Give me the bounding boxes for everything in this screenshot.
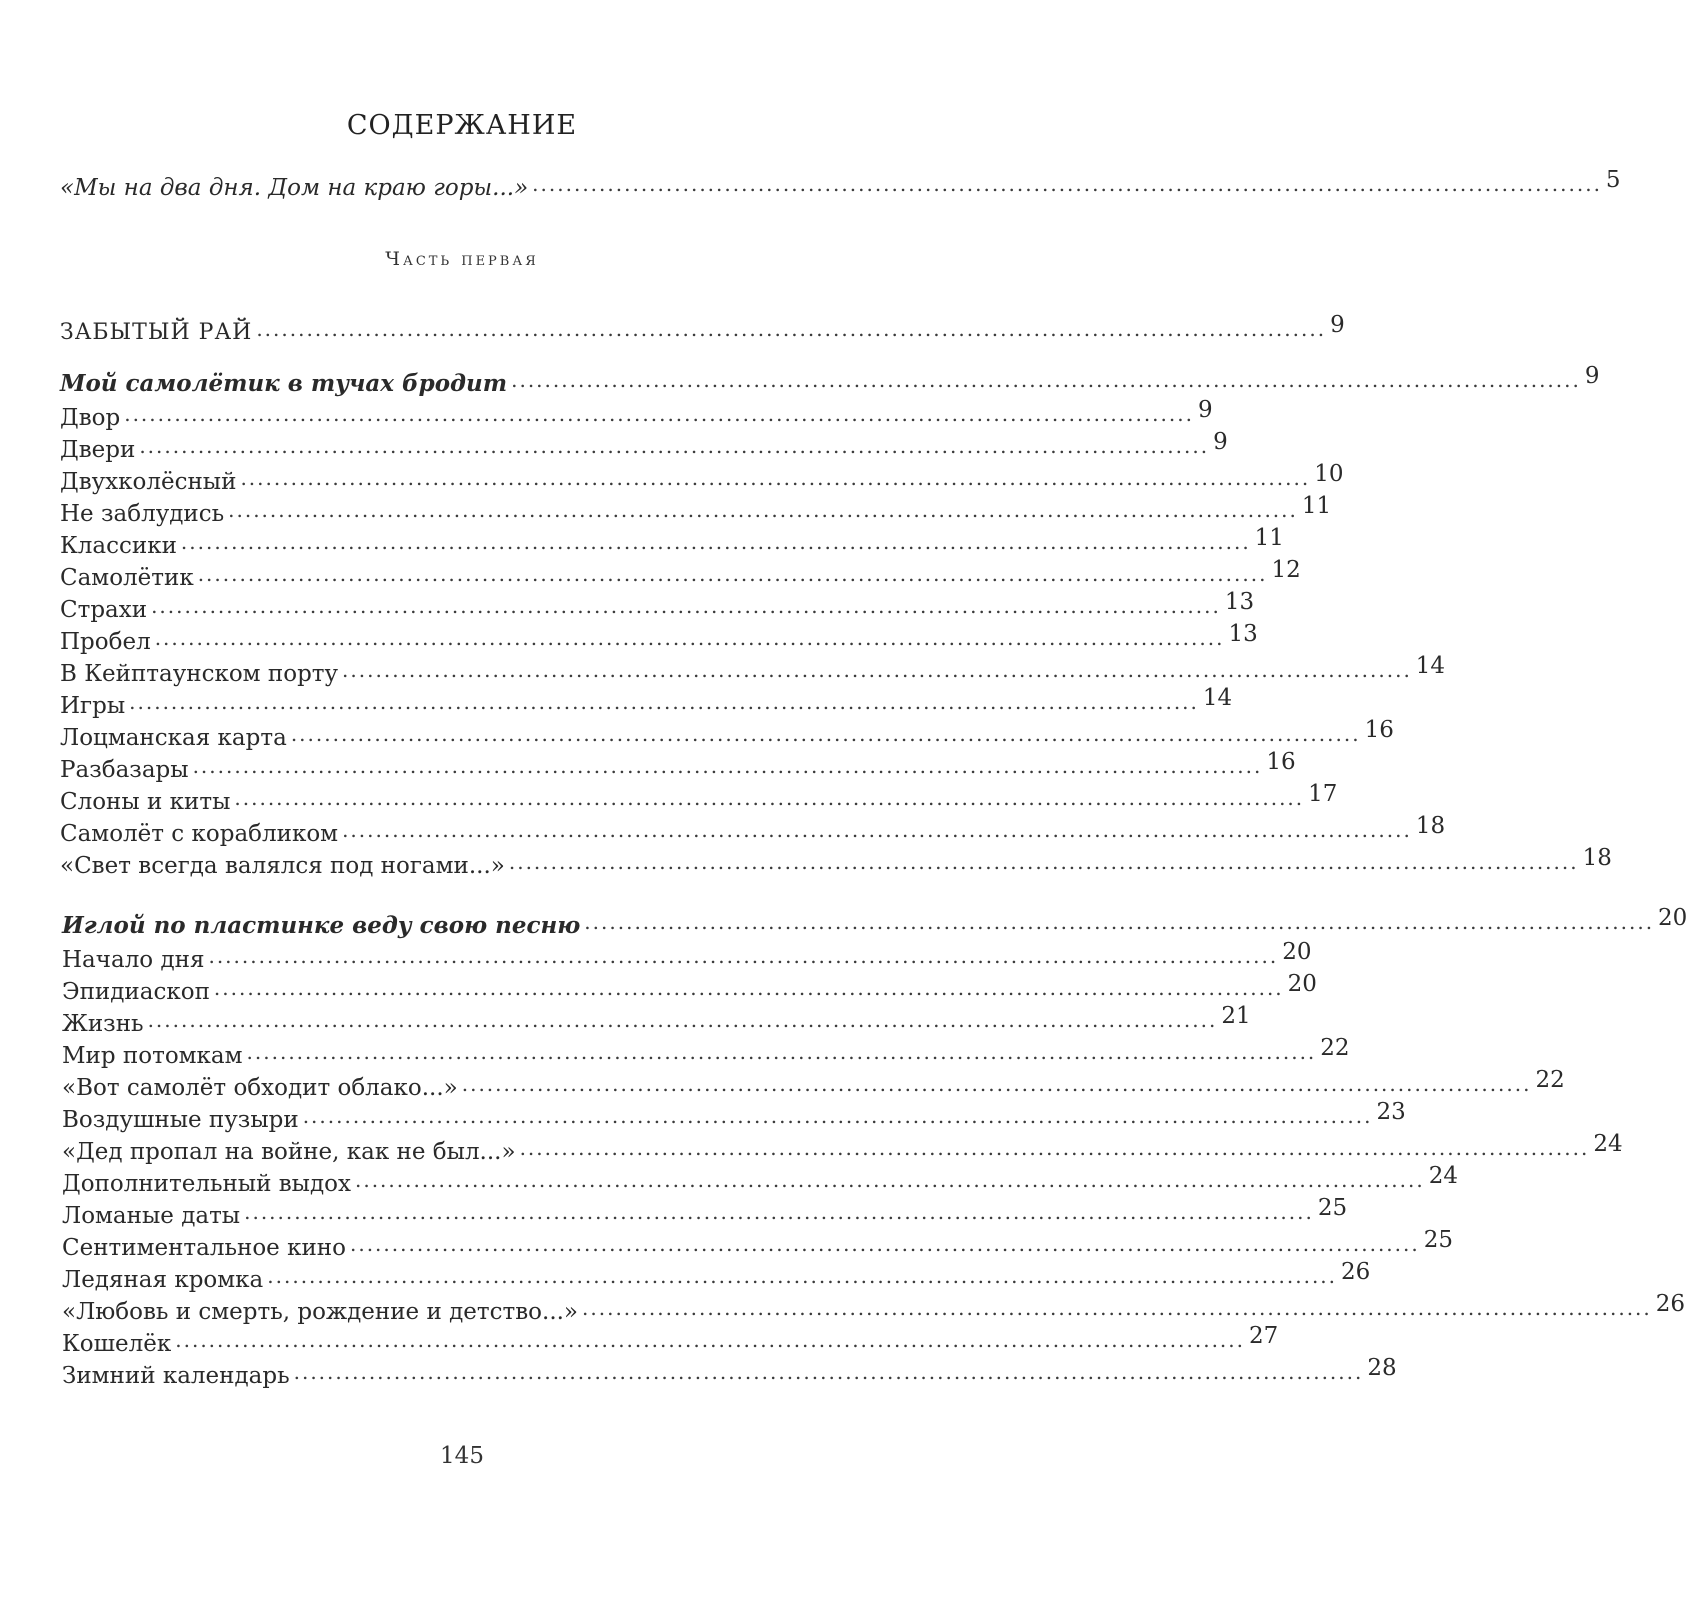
toc-entry-page: 11 bbox=[1254, 525, 1284, 551]
toc-entry-label: Жизнь bbox=[62, 1011, 144, 1037]
toc-entry bbox=[60, 493, 1332, 528]
toc-entry-page: 25 bbox=[1423, 1227, 1454, 1253]
dot-leader: ................................................................................................................................ bbox=[192, 754, 1263, 778]
toc-entry-page: 9 bbox=[1584, 363, 1600, 389]
toc-entry-page: 13 bbox=[1228, 621, 1258, 647]
dot-leader: ................................................................................................................................ bbox=[129, 690, 1199, 714]
toc-entry-label: Классики bbox=[60, 533, 177, 559]
toc-entry-page: 16 bbox=[1364, 717, 1394, 743]
toc-entry-label: «Любовь и смерть, рождение и детство...» bbox=[62, 1299, 579, 1325]
dot-leader: ................................................................................................................................ bbox=[208, 944, 1279, 968]
toc-entry-page: 24 bbox=[1593, 1131, 1623, 1157]
dot-leader: ................................................................................................................................ bbox=[349, 1232, 1420, 1256]
toc-entry-page: 24 bbox=[1428, 1163, 1459, 1189]
dot-leader: ................................................................................................................................ bbox=[151, 594, 1221, 618]
toc-entry-label: Не заблудись bbox=[60, 501, 225, 527]
toc-entry-page: 23 bbox=[1376, 1099, 1406, 1125]
page-number: 145 bbox=[440, 1443, 484, 1469]
toc-entry bbox=[62, 1035, 1350, 1070]
toc-entry bbox=[60, 429, 1228, 464]
toc-entry-label: Начало дня bbox=[62, 947, 205, 973]
toc-entry-label: Кошелёк bbox=[62, 1331, 172, 1357]
toc-entry-label: Ледяная кромка bbox=[62, 1267, 264, 1293]
toc-entry-page: 20 bbox=[1282, 939, 1312, 965]
toc-entry-label: Самолётик bbox=[60, 565, 194, 591]
toc-entry bbox=[60, 717, 1394, 752]
toc-entry-prologue bbox=[60, 167, 1621, 202]
toc-entry-page: 14 bbox=[1202, 685, 1233, 711]
toc-entry-label: Эпидиаскоп bbox=[62, 979, 210, 1005]
toc-entry-label: Зимний календарь bbox=[62, 1363, 290, 1389]
toc-entry bbox=[60, 685, 1233, 720]
toc-entry-page: 16 bbox=[1266, 749, 1296, 775]
toc-entry-label: Воздушные пузыри bbox=[62, 1107, 299, 1133]
toc-entry bbox=[60, 845, 1612, 880]
toc-entry-label: «Дед пропал на войне, как не был...» bbox=[62, 1139, 516, 1165]
dot-leader: ................................................................................................................................ bbox=[461, 1072, 1532, 1096]
toc-entry-page: 25 bbox=[1317, 1195, 1348, 1221]
dot-leader: ................................................................................................................................ bbox=[293, 1360, 1364, 1384]
toc-entry-page: 14 bbox=[1415, 653, 1446, 679]
toc-entry bbox=[62, 1323, 1279, 1358]
toc-entry-label: Самолёт с корабликом bbox=[60, 821, 339, 847]
toc-entry-page: 26 bbox=[1655, 1291, 1686, 1317]
toc-entry bbox=[62, 1195, 1348, 1230]
dot-leader: ................................................................................................................................ bbox=[354, 1168, 1425, 1192]
toc-entry-page: 21 bbox=[1221, 1003, 1251, 1029]
toc-entry-page: 20 bbox=[1658, 905, 1687, 931]
toc-entry bbox=[62, 1291, 1686, 1326]
dot-leader: ................................................................................................................................ bbox=[584, 910, 1655, 934]
toc-entry bbox=[60, 653, 1446, 688]
toc-subsection-samoletik bbox=[60, 363, 1600, 398]
dot-leader: ................................................................................................................................ bbox=[342, 658, 1412, 682]
toc-entry bbox=[62, 1163, 1459, 1198]
toc-entry bbox=[62, 1003, 1251, 1038]
toc-entry-label: Сентиментальное кино bbox=[62, 1235, 346, 1261]
toc-entry bbox=[62, 1131, 1623, 1166]
toc-entry-page: 9 bbox=[1213, 429, 1228, 455]
dot-leader: ................................................................................................................................ bbox=[213, 976, 1284, 1000]
dot-leader: ................................................................................................................................ bbox=[139, 434, 1210, 458]
toc-entry-page: 11 bbox=[1301, 493, 1332, 519]
dot-leader: ................................................................................................................................ bbox=[228, 498, 1298, 522]
dot-leader: ................................................................................................................................ bbox=[519, 1136, 1590, 1160]
dot-leader: ................................................................................................................................ bbox=[256, 317, 1327, 341]
toc-entry-label: ЗАБЫТЫЙ РАЙ bbox=[60, 320, 253, 345]
dot-leader: ................................................................................................................................ bbox=[582, 1296, 1652, 1320]
toc-entry-label: «Свет всегда валялся под ногами...» bbox=[60, 853, 505, 879]
dot-leader: ................................................................................................................................ bbox=[180, 530, 1251, 554]
toc-entry-page: 27 bbox=[1249, 1323, 1279, 1349]
toc-entry-page: 28 bbox=[1367, 1355, 1397, 1381]
dot-leader: ................................................................................................................................ bbox=[511, 368, 1581, 392]
toc-entry-page: 12 bbox=[1271, 557, 1301, 583]
toc-entry-label: Дополнительный выдох bbox=[62, 1171, 351, 1197]
toc-entry-label: Двор bbox=[60, 405, 121, 431]
toc-entry-label: Слоны и киты bbox=[60, 789, 231, 815]
toc-entry bbox=[60, 621, 1258, 656]
toc-entry bbox=[62, 971, 1317, 1006]
toc-entry-label: Лоцманская карта bbox=[60, 725, 287, 751]
toc-entry bbox=[60, 781, 1338, 816]
toc-entry-label: Мир потомкам bbox=[62, 1043, 243, 1069]
dot-leader: ................................................................................................................................ bbox=[302, 1104, 1373, 1128]
toc-section-zabytyi-rai bbox=[60, 312, 1345, 347]
toc-entry bbox=[62, 939, 1312, 974]
toc-entry bbox=[62, 1067, 1565, 1102]
dot-leader: ................................................................................................................................ bbox=[342, 818, 1412, 842]
dot-leader: ................................................................................................................................ bbox=[267, 1264, 1338, 1288]
toc-entry-page: 5 bbox=[1605, 167, 1621, 193]
toc-entry-page: 18 bbox=[1582, 845, 1612, 871]
dot-leader: ................................................................................................................................ bbox=[508, 850, 1579, 874]
toc-entry bbox=[60, 397, 1213, 432]
toc-entry-page: 13 bbox=[1224, 589, 1255, 615]
toc-entry-label: Игры bbox=[60, 693, 126, 719]
toc-entry bbox=[60, 813, 1446, 848]
toc-entry-label: Пробел bbox=[60, 629, 151, 655]
toc-entry-label: Двери bbox=[60, 437, 136, 463]
toc-entry bbox=[62, 1227, 1454, 1262]
page-title: СОДЕРЖАНИЕ bbox=[346, 110, 578, 141]
toc-entry-label: Мой самолётик в тучах бродит bbox=[60, 370, 508, 397]
dot-leader: ................................................................................................................................ bbox=[246, 1040, 1317, 1064]
toc-entry bbox=[60, 589, 1255, 624]
toc-entry-page: 10 bbox=[1314, 461, 1344, 487]
toc-entry bbox=[60, 749, 1296, 784]
dot-leader: ................................................................................................................................ bbox=[154, 626, 1225, 650]
dot-leader: ................................................................................................................................ bbox=[532, 172, 1602, 196]
toc-entry-label: Разбазары bbox=[60, 757, 189, 783]
toc-entry-page: 26 bbox=[1341, 1259, 1371, 1285]
toc-entry-label: Ломаные даты bbox=[62, 1203, 241, 1229]
toc-entry-page: 22 bbox=[1535, 1067, 1565, 1093]
toc-entry-label: В Кейптаунском порту bbox=[60, 661, 339, 687]
toc-entry bbox=[62, 1259, 1371, 1294]
dot-leader: ................................................................................................................................ bbox=[175, 1328, 1245, 1352]
toc-entry bbox=[62, 1099, 1406, 1134]
toc-entry-label: Двухколёсный bbox=[60, 469, 237, 495]
dot-leader: ................................................................................................................................ bbox=[234, 786, 1305, 810]
toc-entry bbox=[60, 557, 1301, 592]
toc-entry-page: 20 bbox=[1287, 971, 1317, 997]
dot-leader: ................................................................................................................................ bbox=[240, 466, 1311, 490]
toc-entry-label: Иглой по пластинке веду свою песню bbox=[62, 912, 581, 939]
toc-entry-page: 22 bbox=[1320, 1035, 1350, 1061]
toc-subsection-igloi bbox=[62, 905, 1687, 940]
toc-entry-page: 9 bbox=[1330, 312, 1345, 338]
toc-entry bbox=[60, 461, 1344, 496]
toc-entry-page: 9 bbox=[1197, 397, 1213, 423]
toc-entry-page: 18 bbox=[1415, 813, 1446, 839]
dot-leader: ................................................................................................................................ bbox=[244, 1200, 1314, 1224]
part-heading: Часть первая bbox=[385, 248, 539, 270]
toc-entry bbox=[62, 1355, 1397, 1390]
toc-entry bbox=[60, 525, 1284, 560]
dot-leader: ................................................................................................................................ bbox=[197, 562, 1268, 586]
toc-entry-label: «Вот самолёт обходит облако...» bbox=[62, 1075, 458, 1101]
dot-leader: ................................................................................................................................ bbox=[124, 402, 1194, 426]
dot-leader: ................................................................................................................................ bbox=[147, 1008, 1218, 1032]
toc-entry-label: «Мы на два дня. Дом на краю горы...» bbox=[60, 175, 529, 201]
toc-entry-label: Страхи bbox=[60, 597, 148, 623]
toc-entry-page: 17 bbox=[1308, 781, 1338, 807]
dot-leader: ................................................................................................................................ bbox=[290, 722, 1361, 746]
